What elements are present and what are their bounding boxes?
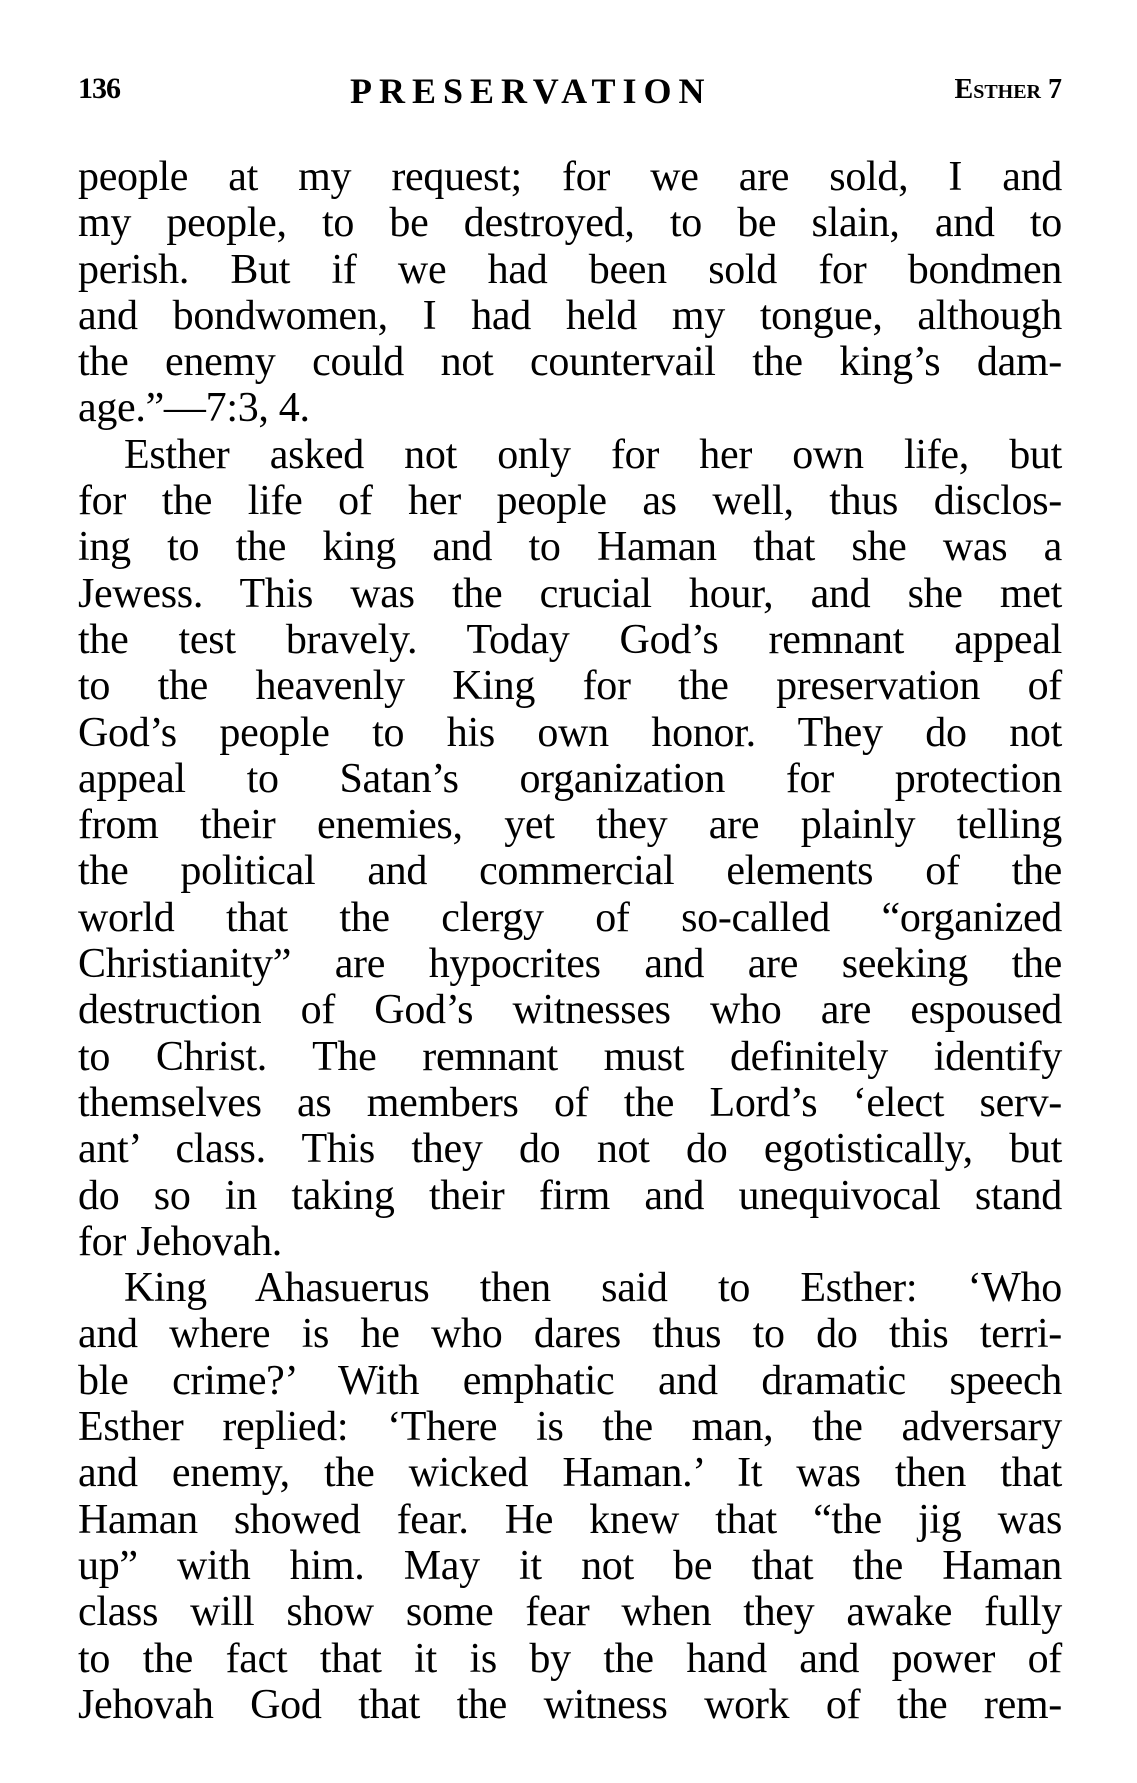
text-line: King Ahasuerus then said to Esther: ‘Who	[124, 1265, 1062, 1312]
text-line: and enemy, the wicked Haman.’ It was then that	[78, 1450, 1062, 1497]
text-line: to the fact that it is by the hand and power of	[78, 1635, 1062, 1682]
text-line: Haman showed fear. He knew that “the jig was	[78, 1496, 1062, 1543]
text-line: up” with him. May it not be that the Haman	[78, 1542, 1062, 1589]
text-line: ant’ class. This they do not do egotistically, but	[78, 1126, 1062, 1173]
text-line: the political and commercial elements of the	[78, 848, 1062, 895]
text-line: appeal to Satan’s organization for protection	[78, 755, 1062, 802]
text-line: world that the clergy of so-called “organized	[78, 894, 1062, 941]
text-line: for Jehovah.	[78, 1218, 283, 1265]
text-line: Jewess. This was the crucial hour, and she met	[78, 570, 1062, 617]
body-text	[78, 154, 1062, 1728]
text-line: perish. But if we had been sold for bondmen	[78, 246, 1062, 293]
text-line: Esther replied: ‘There is the man, the adversary	[78, 1404, 1062, 1451]
text-line: Jehovah God that the witness work of the rem-	[78, 1681, 1062, 1728]
page-number: 136	[78, 72, 120, 105]
text-line: and where is he who dares thus to do this terri-	[78, 1311, 1062, 1358]
text-line: and bondwomen, I had held my tongue, although	[78, 292, 1062, 339]
text-line: Christianity” are hypocrites and are seeking the	[78, 941, 1062, 988]
text-line: my people, to be destroyed, to be slain, and to	[78, 200, 1062, 247]
text-line: to the heavenly King for the preservation of	[78, 663, 1062, 710]
running-head	[78, 72, 1062, 122]
paragraph	[78, 154, 1062, 432]
paragraph	[78, 1265, 1062, 1728]
running-title: PRESERVATION	[350, 71, 712, 111]
text-line: people at my request; for we are sold, I and	[78, 154, 1062, 200]
text-line: do so in taking their firm and unequivocal stand	[78, 1172, 1062, 1219]
paragraph	[78, 432, 1062, 1265]
text-line: from their enemies, yet they are plainly telling	[78, 802, 1062, 849]
text-line: themselves as members of the Lord’s ‘elect serv-	[78, 1079, 1062, 1126]
text-line: God’s people to his own honor. They do not	[78, 709, 1062, 756]
book-reference: Esther 7	[954, 74, 1062, 105]
text-line: the test bravely. Today God’s remnant appeal	[78, 616, 1062, 663]
text-line: ing to the king and to Haman that she was a	[78, 524, 1062, 571]
text-line: Esther asked not only for her own life, but	[124, 431, 1062, 478]
text-line: class will show some fear when they awake fully	[78, 1589, 1062, 1636]
text-line: for the life of her people as well, thus disclos-	[78, 478, 1062, 525]
text-line: age.”—7:3, 4.	[78, 385, 310, 432]
text-line: destruction of God’s witnesses who are espoused	[78, 987, 1062, 1034]
text-line: ble crime?’ With emphatic and dramatic speech	[78, 1357, 1062, 1404]
text-line: the enemy could not countervail the king’s dam-	[78, 339, 1062, 386]
text-line: to Christ. The remnant must definitely identify	[78, 1033, 1062, 1080]
